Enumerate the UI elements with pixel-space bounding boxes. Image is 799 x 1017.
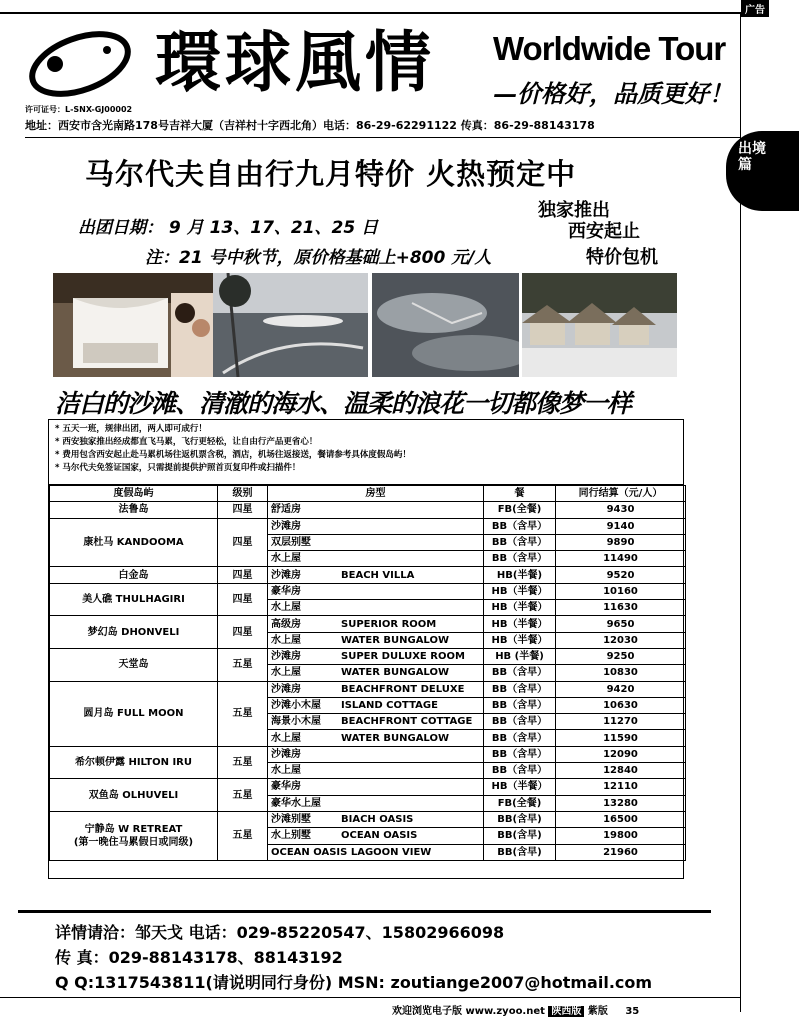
room-cn: 水上屋 <box>271 732 301 744</box>
meal-cell: BB（含早） <box>484 681 556 697</box>
room-cn: 豪华水上屋 <box>271 797 321 809</box>
room-cn: 沙滩房 <box>271 651 301 663</box>
level-cell: 四星 <box>218 567 268 583</box>
tab-line-1: 出境 <box>738 141 766 157</box>
room-en: BEACHFRONT COTTAGE <box>341 716 473 728</box>
globe-logo-icon <box>25 22 145 102</box>
meal-cell: BB（含早） <box>484 518 556 534</box>
tagline: 洁白的沙滩、清澈的海水、温柔的浪花一切都像梦一样 <box>55 389 632 418</box>
room-cn: OCEAN OASIS LAGOON VIEW <box>271 846 432 858</box>
island-cell: 宁静岛 W RETREAT (第一晚住马累假日或同级) <box>50 811 218 860</box>
room-en: BEACHFRONT DELUXE <box>341 683 465 695</box>
brand-english: Worldwide Tour <box>493 30 726 67</box>
table-body <box>50 502 686 861</box>
room-cell <box>268 583 484 599</box>
room-cell <box>268 632 484 648</box>
top-rule <box>0 12 740 14</box>
price-cell: 10830 <box>556 665 686 681</box>
room-cell <box>268 502 484 518</box>
meal-cell: BB(含早) <box>484 811 556 827</box>
table-row <box>50 518 686 534</box>
price-cell: 21960 <box>556 844 686 860</box>
fax-line: 传 真：029-88143178、88143192 <box>55 948 343 967</box>
room-cell <box>268 534 484 550</box>
section-tab <box>726 131 799 211</box>
room-en: SUPERIOR ROOM <box>341 618 437 630</box>
price-cell: 9250 <box>556 648 686 664</box>
header-island: 度假岛屿 <box>50 486 218 502</box>
room-cell <box>268 665 484 681</box>
price-cell: 12840 <box>556 763 686 779</box>
price-cell: 12090 <box>556 746 686 762</box>
island-cell: 康杜马 KANDOOMA <box>50 518 218 567</box>
price-cell: 9890 <box>556 534 686 550</box>
note-line: * 西安独家推出经成都直飞马累，飞行更轻松，让自由行产品更省心！ <box>55 437 318 447</box>
room-cn: 水上屋 <box>271 634 301 646</box>
level-cell: 五星 <box>218 811 268 860</box>
price-cell: 11590 <box>556 730 686 746</box>
room-cn: 沙滩别墅 <box>271 814 311 826</box>
table-row <box>50 567 686 583</box>
departure-dates: 出团日期： 9 月 13、17、21、25 日 <box>78 218 379 238</box>
price-cell: 12030 <box>556 632 686 648</box>
room-en: WATER BUNGALOW <box>341 634 449 646</box>
table-row <box>50 502 686 518</box>
level-cell: 五星 <box>218 648 268 681</box>
room-cn: 水上屋 <box>271 765 301 777</box>
meal-cell: HB（半餐） <box>484 583 556 599</box>
room-cell <box>268 600 484 616</box>
price-cell: 9420 <box>556 681 686 697</box>
level-cell: 五星 <box>218 746 268 779</box>
island-cell: 美人礁 THULHAGIRI <box>50 583 218 616</box>
room-cell <box>268 681 484 697</box>
room-cell <box>268 648 484 664</box>
room-en: WATER BUNGALOW <box>341 667 449 679</box>
meal-cell: BB（含早） <box>484 763 556 779</box>
edition-text: 紫版 <box>587 1006 608 1017</box>
room-cn: 沙滩小木屋 <box>271 700 321 711</box>
feature-charter: 特价包机 <box>586 247 658 268</box>
level-cell: 四星 <box>218 616 268 649</box>
room-cn: 水上屋 <box>271 667 301 679</box>
price-cell: 12110 <box>556 779 686 795</box>
island-cell: 法鲁岛 <box>50 502 218 518</box>
room-cell <box>268 779 484 795</box>
table-header-row <box>50 486 686 502</box>
header-room: 房型 <box>268 486 484 502</box>
villa-photo <box>522 273 677 377</box>
meal-cell: BB（含早） <box>484 730 556 746</box>
meal-cell: HB(半餐) <box>484 567 556 583</box>
room-en: BEACH VILLA <box>341 569 415 581</box>
feature-exclusive: 独家推出 <box>538 200 610 221</box>
meal-cell: HB (半餐) <box>484 648 556 664</box>
bottom-bar <box>392 1002 639 1017</box>
contact-line: 详情请洽：邹天戈 电话：029-85220547、15802966098 <box>55 923 505 942</box>
price-table <box>49 485 686 861</box>
room-cell <box>268 616 484 632</box>
price-table-box <box>48 419 684 879</box>
room-cn: 豪华房 <box>271 781 301 793</box>
license-number: 许可证号：L-SNX-GJ00002 <box>25 105 133 114</box>
room-cell <box>268 551 484 567</box>
slogan: —价格好，品质更好！ <box>493 79 733 108</box>
holiday-note: 注：21 号中秋节，原价格基础上+800 元/人 <box>145 248 492 268</box>
room-cn: 豪华房 <box>271 585 301 597</box>
price-cell: 9650 <box>556 616 686 632</box>
price-cell: 11270 <box>556 714 686 730</box>
lagoon-photo <box>213 273 368 377</box>
price-cell: 9430 <box>556 502 686 518</box>
room-cn: 沙滩房 <box>271 520 301 532</box>
level-cell: 五星 <box>218 779 268 812</box>
brand-name: 環球風情 <box>155 23 435 101</box>
room-cell <box>268 763 484 779</box>
meal-cell: BB（含早） <box>484 746 556 762</box>
meal-cell: BB（含早） <box>484 697 556 713</box>
price-cell: 11630 <box>556 600 686 616</box>
bottom-rule <box>0 997 740 998</box>
header-level: 级别 <box>218 486 268 502</box>
notes-block <box>49 420 683 485</box>
tab-line-2: 篇 <box>738 157 752 173</box>
room-cn: 沙滩房 <box>271 683 301 695</box>
island-cell: 梦幻岛 DHONVELI <box>50 616 218 649</box>
room-cell <box>268 844 484 860</box>
meal-cell: BB（含早） <box>484 534 556 550</box>
room-cell <box>268 697 484 713</box>
header-rule <box>25 137 740 138</box>
meal-cell: FB(全餐) <box>484 502 556 518</box>
room-cell <box>268 811 484 827</box>
ad-tag: 广告 <box>741 0 769 17</box>
price-cell: 10630 <box>556 697 686 713</box>
meal-cell: HB（半餐） <box>484 616 556 632</box>
table-row <box>50 811 686 827</box>
meal-cell: BB(含早) <box>484 828 556 844</box>
note-line: * 马尔代夫免签证国家，只需提前提供护照首页复印件或扫描件！ <box>55 463 301 473</box>
table-row <box>50 681 686 697</box>
headline: 马尔代夫自由行九月特价 火热预定中 <box>85 157 577 191</box>
table-row <box>50 616 686 632</box>
island-cell: 双鱼岛 OLHUVELI <box>50 779 218 812</box>
page-number: 35 <box>625 1006 640 1017</box>
room-en: WATER BUNGALOW <box>341 732 449 744</box>
header-meal: 餐 <box>484 486 556 502</box>
price-cell: 11490 <box>556 551 686 567</box>
room-cn: 海景小木屋 <box>271 716 321 728</box>
note-line: * 费用包含西安起止赴马累机场往返机票含税，酒店，机场往返接送，餐请参考具体度假岛屿！ <box>55 450 411 460</box>
bed-photo <box>53 273 213 377</box>
room-cn: 双层别墅 <box>271 537 311 549</box>
table-row <box>50 779 686 795</box>
meal-cell: BB（含早） <box>484 551 556 567</box>
meal-cell: HB（半餐） <box>484 600 556 616</box>
meal-cell: BB(含早) <box>484 844 556 860</box>
room-cn: 沙滩房 <box>271 569 301 581</box>
room-en: BIACH OASIS <box>341 814 414 826</box>
room-cn: 水上别墅 <box>271 830 311 842</box>
room-en: ISLAND COTTAGE <box>341 700 438 711</box>
website-text: 欢迎浏览电子版 www.zyoo.net <box>392 1006 545 1017</box>
room-cell <box>268 714 484 730</box>
room-cn: 水上屋 <box>271 553 301 565</box>
room-cn: 高级房 <box>271 618 301 630</box>
island-cell: 希尔顿伊露 HILTON IRU <box>50 746 218 779</box>
room-cell <box>268 828 484 844</box>
room-cell <box>268 746 484 762</box>
room-cell <box>268 730 484 746</box>
meal-cell: FB(全餐) <box>484 795 556 811</box>
island-cell: 天堂岛 <box>50 648 218 681</box>
meal-cell: HB（半餐） <box>484 632 556 648</box>
meal-cell: BB（含早） <box>484 665 556 681</box>
price-cell: 9520 <box>556 567 686 583</box>
room-cn: 水上屋 <box>271 602 301 614</box>
level-cell: 四星 <box>218 502 268 518</box>
island-cell: 圆月岛 FULL MOON <box>50 681 218 746</box>
room-cell <box>268 567 484 583</box>
price-cell: 19800 <box>556 828 686 844</box>
room-en: SUPER DULUXE ROOM <box>341 651 465 663</box>
room-cell <box>268 518 484 534</box>
meal-cell: HB（半餐） <box>484 779 556 795</box>
table-row <box>50 648 686 664</box>
island-cell: 白金岛 <box>50 567 218 583</box>
meal-cell: BB（含早） <box>484 714 556 730</box>
price-cell: 16500 <box>556 811 686 827</box>
table-row <box>50 746 686 762</box>
feature-xian: 西安起止 <box>568 221 640 242</box>
table-row <box>50 583 686 599</box>
room-cn: 沙滩房 <box>271 748 301 760</box>
level-cell: 五星 <box>218 681 268 746</box>
price-cell: 10160 <box>556 583 686 599</box>
footer-rule <box>18 910 711 913</box>
level-cell: 四星 <box>218 583 268 616</box>
room-cell <box>268 795 484 811</box>
reef-photo <box>372 273 519 377</box>
edition-badge: 陕西版 <box>548 1006 584 1017</box>
price-cell: 9140 <box>556 518 686 534</box>
room-en: OCEAN OASIS <box>341 830 418 842</box>
price-cell: 13280 <box>556 795 686 811</box>
header-price: 同行结算（元/人） <box>556 486 686 502</box>
address-line: 地址：西安市含光南路178号吉祥大厦（吉祥村十字西北角）电话：86-29-62291122 传真：86-29-88143178 <box>25 119 595 132</box>
level-cell: 四星 <box>218 518 268 567</box>
qq-msn-line: Q Q:1317543811(请说明同行身份) MSN: zoutiange2007@hotmail.com <box>55 973 653 992</box>
note-line: * 五天一班，规律出团，两人即可成行！ <box>55 424 207 434</box>
room-cn: 舒适房 <box>271 504 301 516</box>
